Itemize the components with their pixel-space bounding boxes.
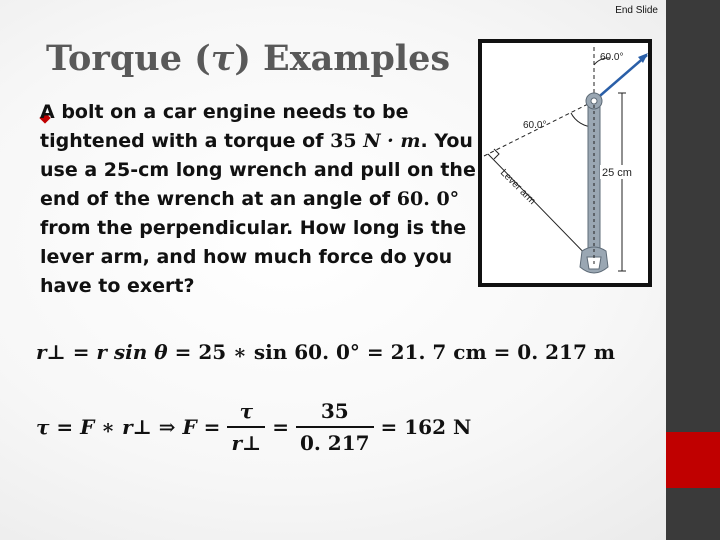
problem-text-2: . You use a 25-cm long wrench and pull on the end of the wrench at an angle of (40, 130, 476, 210)
frac1-denominator: r⊥ (227, 426, 265, 455)
eq2-result: = 162 N (380, 415, 472, 439)
title-end: ) Examples (234, 38, 451, 79)
problem-text (40, 98, 480, 301)
problem-text-1: A bolt on a car engine needs to be tightened with a torque of (40, 101, 409, 152)
equation-lever-arm (36, 340, 615, 364)
fraction-values (296, 399, 374, 455)
wrench-top-hole (591, 98, 597, 104)
angle-label-top: 60.0° (600, 52, 624, 63)
length-label: 25 cm (602, 167, 632, 179)
torque-value: 35 (330, 130, 357, 152)
frac1-numerator: τ (239, 399, 254, 423)
wrench-figure (478, 39, 652, 287)
eq1-step1: = 25 ∗ sin 60. 0° (174, 340, 360, 364)
problem-text-3: from the perpendicular. How long is the lever arm, and how much force do you have to exert? (40, 217, 467, 297)
eq2-lhs: τ = F ∗ r⊥ ⇒ F = (36, 415, 221, 439)
right-angle-marker (494, 149, 499, 159)
end-slide-label[interactable]: End Slide (615, 5, 658, 16)
wrench-diagram (482, 43, 648, 283)
eq1-step3: = 0. 217 m (493, 340, 616, 364)
title-symbol: τ (210, 38, 235, 79)
torque-unit: N · m (363, 130, 421, 152)
eq1-step2: = 21. 7 cm (366, 340, 487, 364)
lever-arm-label: Lever arm (497, 167, 538, 207)
angle-value: 60. 0° (396, 188, 460, 210)
frac2-numerator: 35 (320, 399, 349, 423)
angle-label-mid: 60.0° (523, 120, 547, 131)
eq2-equals: = (272, 415, 289, 439)
slide-title (46, 38, 450, 79)
title-main: Torque ( (46, 38, 211, 79)
fraction-tau-over-r (227, 399, 265, 455)
frac2-denominator: 0. 217 (296, 426, 374, 455)
eq1-lhs: r⊥ = r sin θ (36, 340, 168, 364)
sidebar-accent (666, 432, 720, 488)
equation-force (36, 395, 471, 459)
